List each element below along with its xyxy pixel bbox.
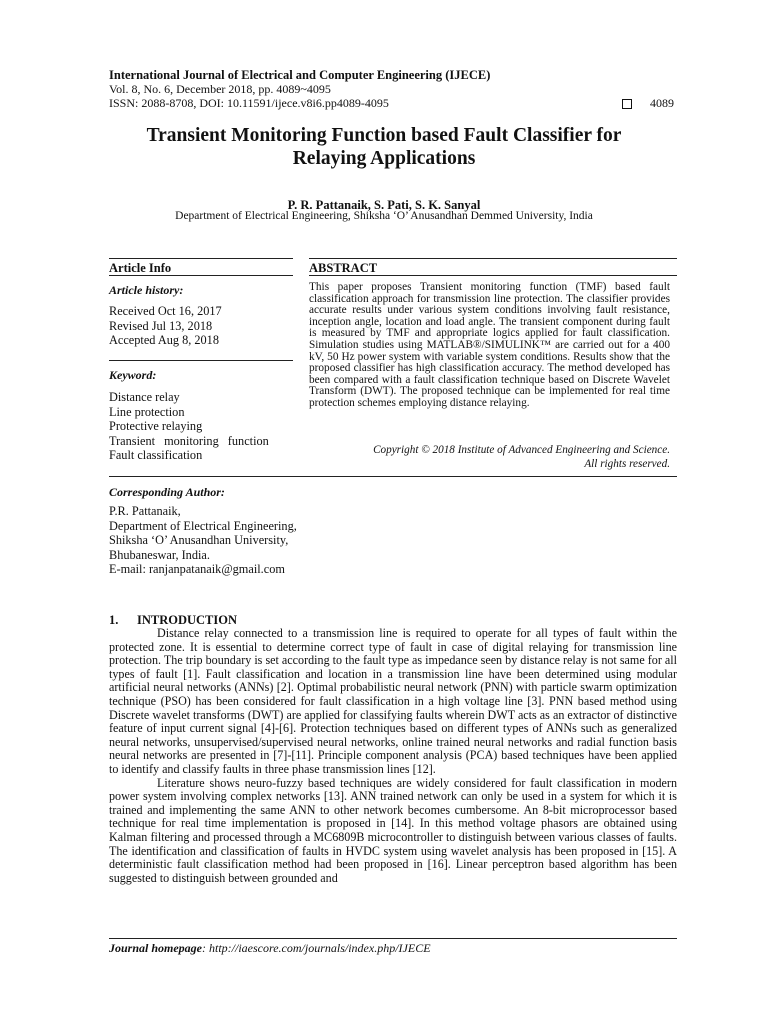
rule-top-right (309, 258, 677, 259)
revised-date: Revised Jul 13, 2018 (109, 318, 213, 333)
author-dept: Department of Electrical Engineering, (109, 518, 297, 533)
rule-history-left (109, 360, 293, 361)
article-info-heading: Article Info (109, 261, 172, 275)
abstract-heading: ABSTRACT (309, 261, 378, 275)
author-name: P.R. Pattanaik, (109, 504, 181, 518)
author-email: E-mail: ranjanpatanaik@gmail.com (109, 562, 285, 576)
keyword-item: Transient monitoring function (109, 433, 269, 448)
homepage-url[interactable]: : http://iaescore.com/journals/index.php/IJECE (202, 941, 431, 955)
intro-paragraph-2: Literature shows neuro-fuzzy based techniques are widely considered for fault classification in modern power system involving complex networks [13]. ANN trained network can only be used in a system for which it is trained and implementing the same ANN to other network becomes cumbersome. An 8-bit microprocessor based technique for real time implementation is proposed in [14]. In this method voltage phasors are obtained using Kalman filtering and processed through a MC6809B microcontroller to distinguish between various classes of faults. The identification and classification of faults in HVDC system using wavelet analysis has been proposed in [15]. A deterministic fault classification method had been proposed in [16]. Linear perceptron based algorithm has been suggested to distinguish between grounded and (109, 775, 677, 885)
corresponding-details (109, 504, 297, 577)
keyword-list (109, 390, 269, 463)
keyword-heading: Keyword: (109, 368, 157, 382)
keyword-item: Fault classification (109, 448, 203, 462)
journal-homepage (109, 941, 431, 956)
keyword-item: Line protection (109, 404, 185, 419)
author-univ: Shiksha ‘O’ Anusandhan University, (109, 533, 289, 547)
intro-paragraph-1: Distance relay connected to a transmission line is required to operate for all types of fault within the protected zone. It is essential to determine correct type of fault in case of digital relaying for transmission line protection. The trip boundary is set according to the fault type as impedance seen by distance relay is not same for all types of fault [1]. Fault classification and location in a transmission line have been determined using modular artificial neural networks (ANNs) [2]. Optimal probabilistic neural network (PNN) with particle swarm optimization technique (PSO) has been considered for fault classification in a high voltage line [3]. PNN based method using Discrete wavelet transforms (DWT) are applied for classifying faults wherein DWT acts as an extractor of distinctive feature of input current signal [4]-[6]. Protection techniques based on different types of ANNs such as generalized neural networks, unsupervised/supervised neural networks, online trained neural networks and radial function basis neural networks are presented in [7]-[11]. Principle component analysis (PCA) based techniques have been applied to identify and classify faults in three phase transmission lines [12]. (109, 626, 677, 776)
page-number: 4089 (650, 96, 674, 110)
abstract-text: This paper proposes Transient monitoring function (TMF) based fault classification approach for transmission line protection. The classifier provides accurate results under various system conditions involving fault resistance, inception angle, location and load angle. The transient component during fault is measured by TMF and appropriate logics applied for fault classification. Simulation studies using MATLAB®/SIMULINK™ are carried out for a 400 kV, 50 Hz power system with variable system conditions. Results show that the proposed classifier has high classification accuracy. The method developed has been compared with a fault classification technique based on Discrete Wavelet Transform (DWT). The proposed technique can be implemented for real time protection schemes employing distance relaying. (309, 281, 670, 409)
corresponding-heading: Corresponding Author: (109, 485, 225, 499)
authors: P. R. Pattanaik, S. Pati, S. K. Sanyal (287, 198, 481, 212)
paper-title (80, 124, 688, 170)
section-title: INTRODUCTION (137, 613, 238, 627)
copyright-line-2: All rights reserved. (584, 457, 670, 470)
copyright-line-1: Copyright © 2018 Institute of Advanced Engineering and Science. (373, 444, 670, 456)
issn-doi: ISSN: 2088-8708, DOI: 10.11591/ijece.v8i6.pp4089-4095 (109, 96, 389, 110)
history-heading: Article history: (109, 283, 184, 297)
affiliation: Department of Electrical Engineering, Shiksha ‘O’ Anusandhan Demmed University, India (175, 210, 593, 222)
intro-body (109, 627, 677, 885)
rule-bottom (109, 476, 677, 477)
title-line-1: Transient Monitoring Function based Fault Classifier for (146, 125, 622, 146)
rule-top-left (109, 258, 293, 259)
section-number: 1. (109, 613, 119, 627)
author-city: Bhubaneswar, India. (109, 547, 210, 562)
received-date: Received Oct 16, 2017 (109, 304, 222, 318)
accepted-date: Accepted Aug 8, 2018 (109, 333, 219, 347)
keyword-item: Distance relay (109, 390, 180, 404)
title-line-2: Relaying Applications (292, 148, 476, 169)
square-bullet-icon (622, 99, 632, 109)
keyword-item: Protective relaying (109, 419, 203, 433)
homepage-label: Journal homepage (109, 941, 203, 955)
footer-rule (109, 938, 677, 939)
journal-name: International Journal of Electrical and Computer Engineering (IJECE) (109, 68, 491, 82)
copyright (309, 444, 670, 471)
volume-info: Vol. 8, No. 6, December 2018, pp. 4089~4095 (109, 82, 331, 96)
history-dates (109, 304, 222, 348)
